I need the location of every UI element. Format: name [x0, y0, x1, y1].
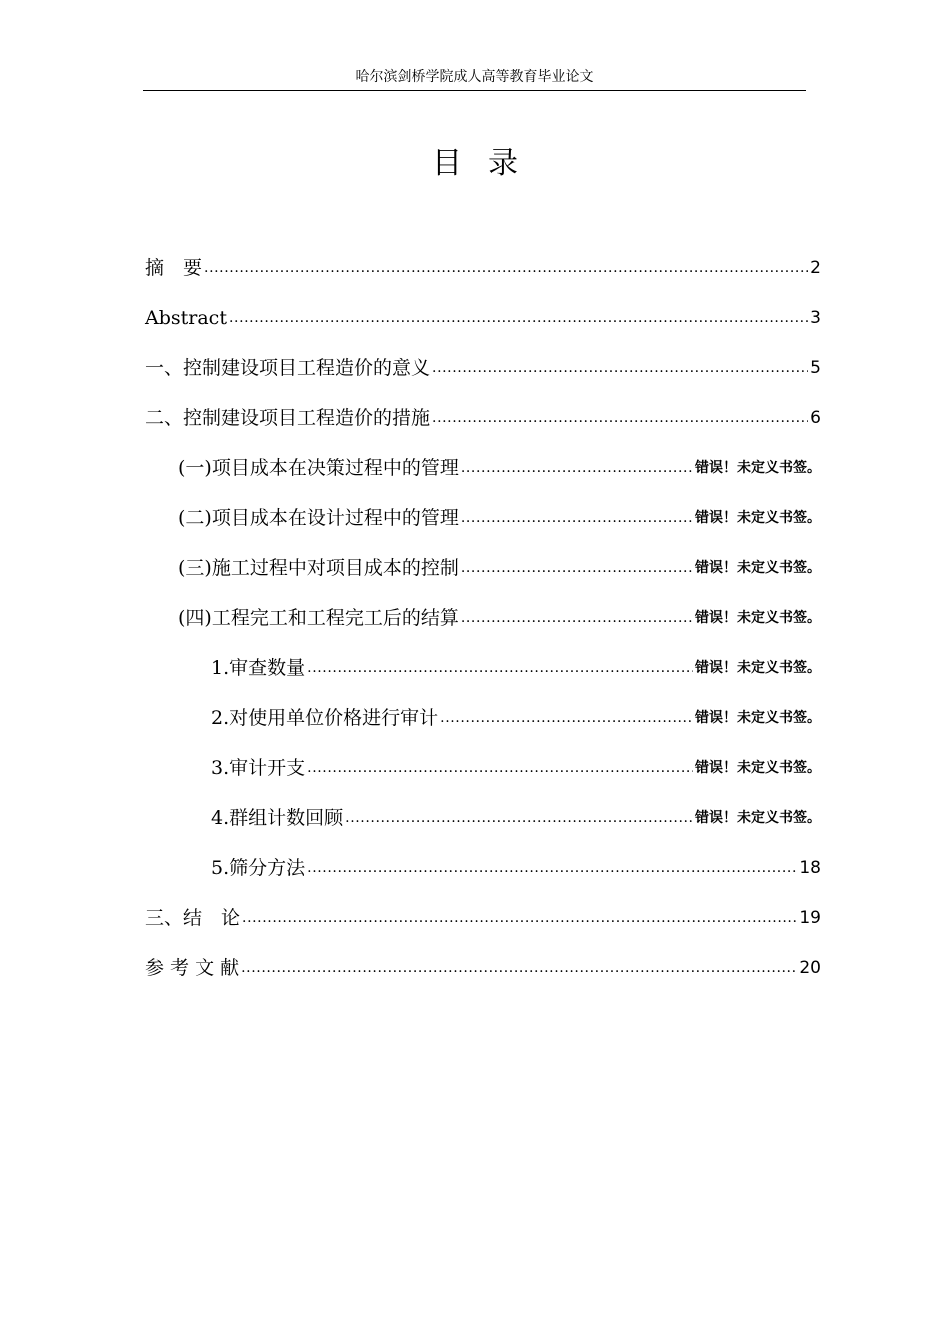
toc-entry-label: 3.审计开支 [211, 757, 306, 779]
toc-dot-leader [461, 558, 693, 581]
toc-entry-subsection-2[interactable] [211, 691, 821, 731]
toc-entry-label: 5.筛分方法 [211, 857, 306, 879]
toc-dot-leader [461, 508, 693, 531]
toc-entry-page-error: 错误！未定义书签。 [695, 660, 821, 676]
toc-dot-leader [241, 958, 797, 981]
toc-entry-page: 2 [810, 258, 821, 278]
toc-entry-page-error: 错误！未定义书签。 [695, 560, 821, 576]
toc-entry-label: 2.对使用单位价格进行审计 [211, 707, 439, 729]
toc-entry-subsection-1[interactable] [211, 641, 821, 681]
toc-dot-leader [345, 808, 693, 831]
toc-entry-section-2-1[interactable] [178, 441, 821, 481]
toc-entry-page: 6 [810, 408, 821, 428]
toc-dot-leader [242, 908, 797, 931]
toc-entry-page-error: 错误！未定义书签。 [695, 610, 821, 626]
toc-entry-label: 4.群组计数回顾 [211, 807, 344, 829]
toc-entry-label: 三、结 论 [145, 907, 241, 929]
toc-entry-page: 20 [799, 958, 821, 978]
toc-entry-subsection-5[interactable] [211, 841, 821, 881]
toc-entry-page: 18 [799, 858, 821, 878]
toc-entry-references[interactable] [145, 941, 821, 981]
toc-entry-label: (三)施工过程中对项目成本的控制 [178, 557, 459, 579]
toc-entry-page-error: 错误！未定义书签。 [695, 510, 821, 526]
toc-dot-leader [432, 358, 808, 381]
toc-entry-page: 19 [799, 908, 821, 928]
toc-dot-leader [204, 258, 808, 281]
toc-entry-label: 摘 要 [145, 257, 203, 279]
toc-dot-leader [461, 458, 693, 481]
toc-entry-label: (二)项目成本在设计过程中的管理 [178, 507, 459, 529]
toc-entry-section-2-2[interactable] [178, 491, 821, 531]
toc-entry-section-2-4[interactable] [178, 591, 821, 631]
toc-entry-subsection-4[interactable] [211, 791, 821, 831]
header-text: 哈尔滨剑桥学院成人高等教育毕业论文 [355, 69, 594, 85]
toc-dot-leader [440, 708, 693, 731]
toc-entry-label: Abstract [145, 307, 227, 329]
toc-entry-label: (一)项目成本在决策过程中的管理 [178, 457, 459, 479]
toc-entry-label: 1.审查数量 [211, 657, 306, 679]
toc-dot-leader [229, 308, 808, 331]
toc-dot-leader [307, 758, 693, 781]
toc-entry-abstract-cn[interactable] [145, 241, 821, 281]
toc-dot-leader [461, 608, 693, 631]
toc-entry-label: (四)工程完工和工程完工后的结算 [178, 607, 459, 629]
toc-entry-page: 3 [810, 308, 821, 328]
toc-entry-abstract-en[interactable] [145, 291, 821, 331]
toc-entry-label: 参 考 文 献 [145, 957, 240, 979]
toc-entry-subsection-3[interactable] [211, 741, 821, 781]
toc-entry-page-error: 错误！未定义书签。 [695, 760, 821, 776]
toc-entry-chapter-1[interactable] [145, 341, 821, 381]
page-header [143, 66, 806, 91]
toc-dot-leader [432, 408, 808, 431]
toc-dot-leader [307, 658, 693, 681]
toc-entry-section-2-3[interactable] [178, 541, 821, 581]
toc-entry-page-error: 错误！未定义书签。 [695, 460, 821, 476]
toc-entry-page-error: 错误！未定义书签。 [695, 710, 821, 726]
toc-title: 目录 [432, 146, 544, 181]
toc-entry-page: 5 [810, 358, 821, 378]
toc-entry-page-error: 错误！未定义书签。 [695, 810, 821, 826]
toc-dot-leader [307, 858, 797, 881]
toc-entry-label: 一、控制建设项目工程造价的意义 [145, 357, 431, 379]
toc-entry-label: 二、控制建设项目工程造价的措施 [145, 407, 431, 429]
toc-entry-chapter-3[interactable] [145, 891, 821, 931]
toc-entry-chapter-2[interactable] [145, 391, 821, 431]
